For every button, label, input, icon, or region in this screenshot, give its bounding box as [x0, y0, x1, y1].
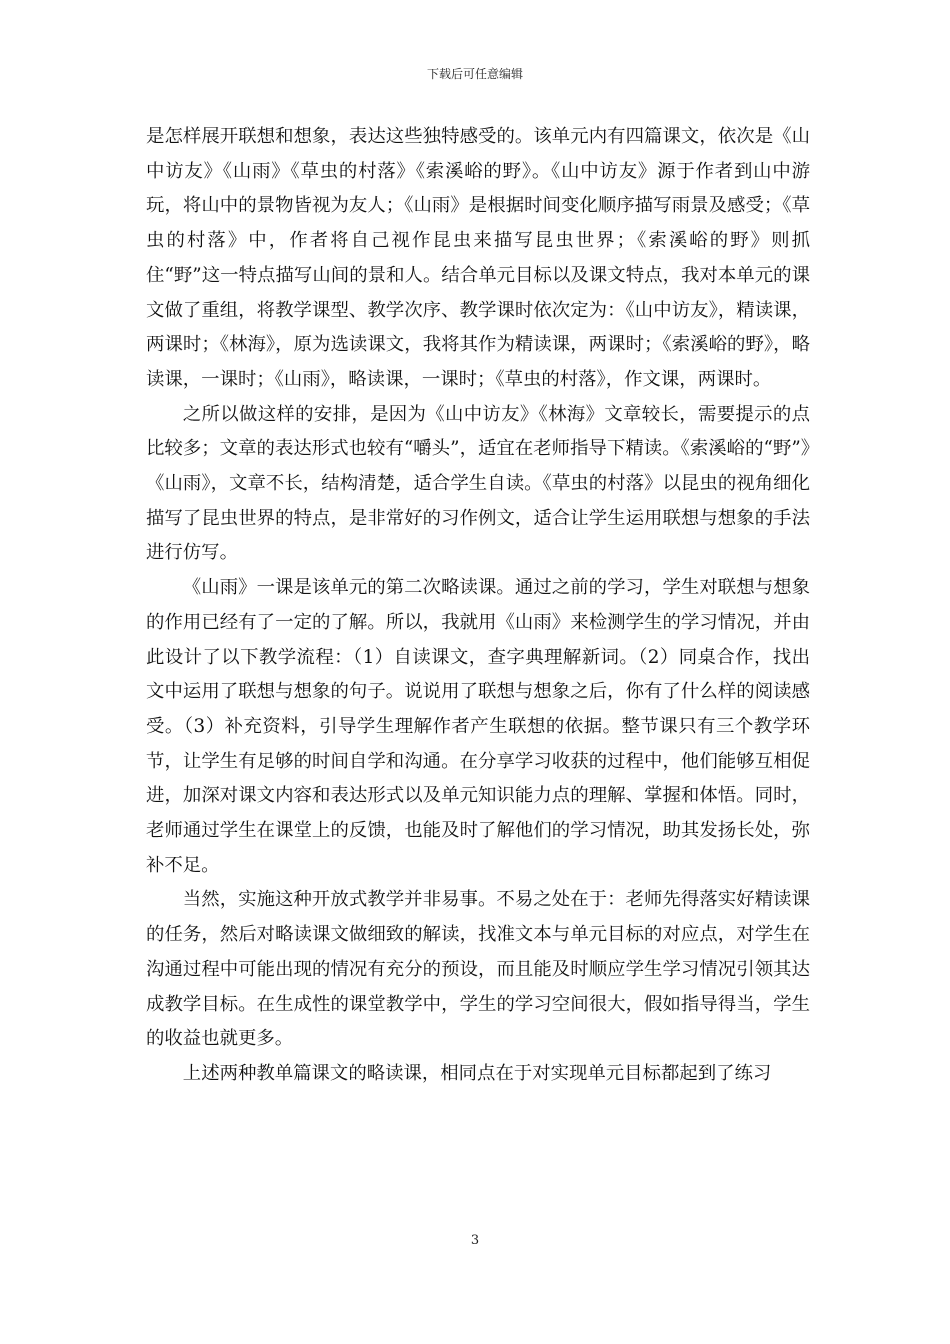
body-text — [146, 120, 810, 1092]
page-header: 下载后可任意编辑 — [426, 67, 523, 81]
page-number: 3 — [470, 1233, 480, 1248]
paragraph-1: 是怎样展开联想和想象，表达这些独特感受的。该单元内有四篇课文，依次是《山中访友》《山雨》《草虫的村落》《索溪峪的野》。《山中访友》源于作者到山中游玩，将山中的景物皆视为友人；《山雨》是根据时间变化顺序描写雨景及感受；《草虫的村落》中，作者将自己视作昆虫来描写昆虫世界；《索溪峪的野》则抓住“野”这一特点描写山间的景和人。结合单元目标以及课文特点，我对本单元的课文做了重组，将教学课型、教学次序、教学课时依次定为：《山中访友》，精读课，两课时；《林海》，原为选读课文，我将其作为精读课，两课时；《索溪峪的野》，略读课，一课时；《山雨》，略读课，一课时；《草虫的村落》，作文课，两课时。 — [146, 126, 810, 390]
paragraph-2: 之所以做这样的安排，是因为《山中访友》《林海》文章较长，需要提示的点比较多；文章的表达形式也较有“嚼头”，适宜在老师指导下精读。《索溪峪的“野”》《山雨》，文章不长，结构清楚，适合学生自读。《草虫的村落》以昆虫的视角细化描写了昆虫世界的特点，是非常好的习作例文，适合让学生运用联想与想象的手法进行仿写。 — [146, 403, 810, 564]
paragraph-3: 《山雨》一课是该单元的第二次略读课。通过之前的学习，学生对联想与想象的作用已经有了一定的了解。所以，我就用《山雨》来检测学生的学习情况，并由此设计了以下教学流程：（1）自读课文，查字典理解新词。（2）同桌合作，找出文中运用了联想与想象的句子。说说用了联想与想象之后，你有了什么样的阅读感受。（3）补充资料，引导学生理解作者产生联想的依据。整节课只有三个教学环节，让学生有足够的时间自学和沟通。在分享学习收获的过程中，他们能够互相促进，加深对课文内容和表达形式以及单元知识能力点的理解、掌握和体悟。同时，老师通过学生在课堂上的反馈，也能及时了解他们的学习情况，助其发扬长处，弥补不足。 — [146, 577, 810, 876]
paragraph-5: 上述两种教单篇课文的略读课，相同点在于对实现单元目标都起到了练习 — [182, 1062, 772, 1084]
paragraph-4: 当然，实施这种开放式教学并非易事。不易之处在于：老师先得落实好精读课的任务，然后对略读课文做细致的解读，找准文本与单元目标的对应点，对学生在沟通过程中可能出现的情况有充分的预设，而且能及时顺应学生学习情况引领其达成教学目标。在生成性的课堂教学中，学生的学习空间很大，假如指导得当，学生的收益也就更多。 — [146, 889, 810, 1050]
